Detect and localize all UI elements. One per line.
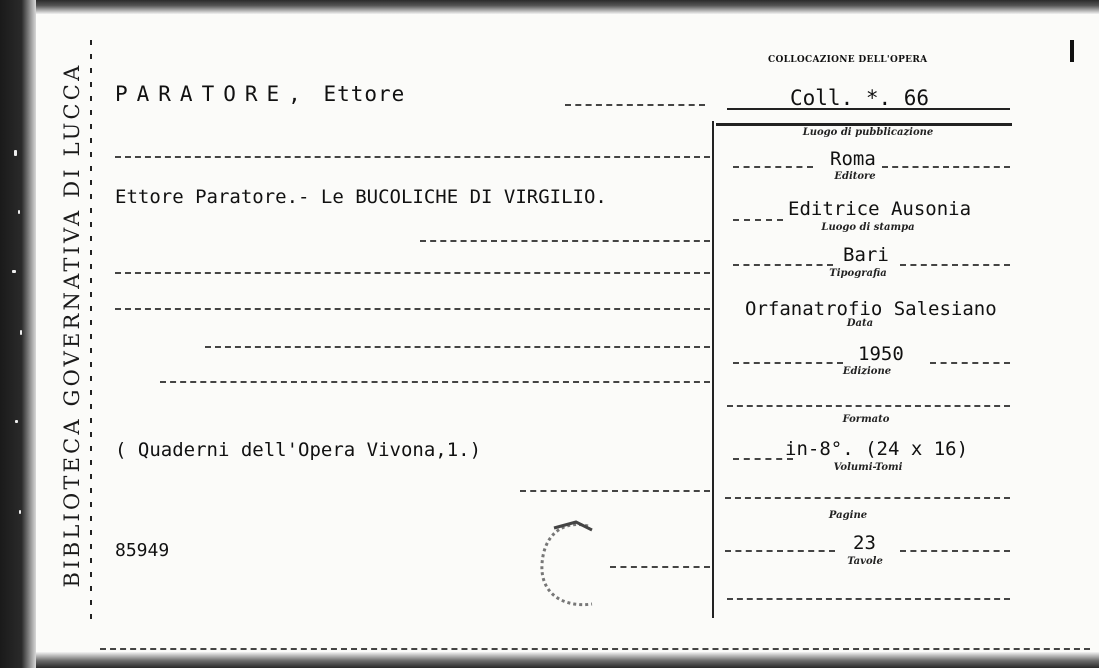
value-luogo-pubblicazione: Roma — [830, 148, 876, 170]
value-editore: Editrice Ausonia — [788, 198, 972, 220]
card-top-edge — [36, 0, 1099, 14]
rule — [900, 264, 1010, 266]
label-luogo-stampa: Luogo di stampa — [821, 222, 915, 233]
card-bottom-rule — [100, 648, 1090, 650]
rule — [160, 381, 710, 383]
card-left-edge — [0, 0, 36, 668]
left-margin-rule — [90, 40, 92, 620]
rule — [727, 405, 1010, 407]
library-stamp: BIBLIOTECA GOVERNATIVA DI LUCCA — [60, 62, 84, 588]
rule — [420, 240, 710, 242]
label-luogo-pubblicazione: Luogo di pubblicazione — [802, 127, 934, 138]
shelfmark-rule — [727, 108, 1010, 110]
label-formato: Formato — [842, 414, 890, 425]
label-pagine: Pagine — [828, 510, 868, 521]
label-tavole: Tavole — [847, 556, 883, 567]
shelfmark-value: Coll. *. 66 — [790, 86, 930, 110]
rule — [725, 550, 835, 552]
rule — [727, 598, 1010, 600]
series-statement: ( Quaderni dell'Opera Vivona,1.) — [115, 439, 482, 461]
faint-stamp-mark — [536, 518, 606, 610]
info-box-top — [716, 123, 1012, 126]
value-formato: in-8°. (24 x 16) — [785, 438, 969, 460]
label-edizione: Edizione — [842, 366, 892, 377]
value-luogo-stampa: Bari — [843, 244, 889, 266]
title-line: Ettore Paratore.- Le BUCOLICHE DI VIRGILIO. — [115, 186, 607, 208]
label-editore: Editore — [834, 171, 876, 182]
rule — [725, 497, 1010, 499]
value-tipografia: Orfanatrofio Salesiano — [745, 298, 997, 320]
label-data: Data — [846, 318, 874, 329]
rule — [900, 550, 1010, 552]
label-volumi-tomi: Volumi-Tomi — [833, 462, 903, 473]
rule — [565, 104, 705, 106]
rule — [733, 219, 783, 221]
shelfmark-header: COLLOCAZIONE DELL'OPERA — [768, 55, 928, 65]
rule — [930, 362, 1010, 364]
rule — [520, 490, 710, 492]
rule — [882, 166, 1010, 168]
rule — [733, 362, 843, 364]
inventory-number: 85949 — [115, 540, 170, 561]
author-heading — [115, 82, 405, 106]
rule — [115, 156, 710, 158]
rule — [610, 566, 710, 568]
rule — [115, 308, 710, 310]
rule — [205, 346, 710, 348]
rule — [115, 272, 710, 274]
value-data: 1950 — [858, 343, 904, 365]
author-surname: PARATORE, — [115, 82, 310, 106]
rule — [733, 166, 813, 168]
card-bottom-edge — [36, 652, 1099, 668]
rule — [733, 458, 793, 460]
rule — [733, 264, 833, 266]
margin-mark — [1070, 40, 1074, 62]
value-pagine: 23 — [853, 532, 876, 554]
label-tipografia: Tipografia — [829, 268, 887, 279]
author-name: Ettore — [323, 82, 406, 106]
info-box-left — [712, 121, 714, 618]
